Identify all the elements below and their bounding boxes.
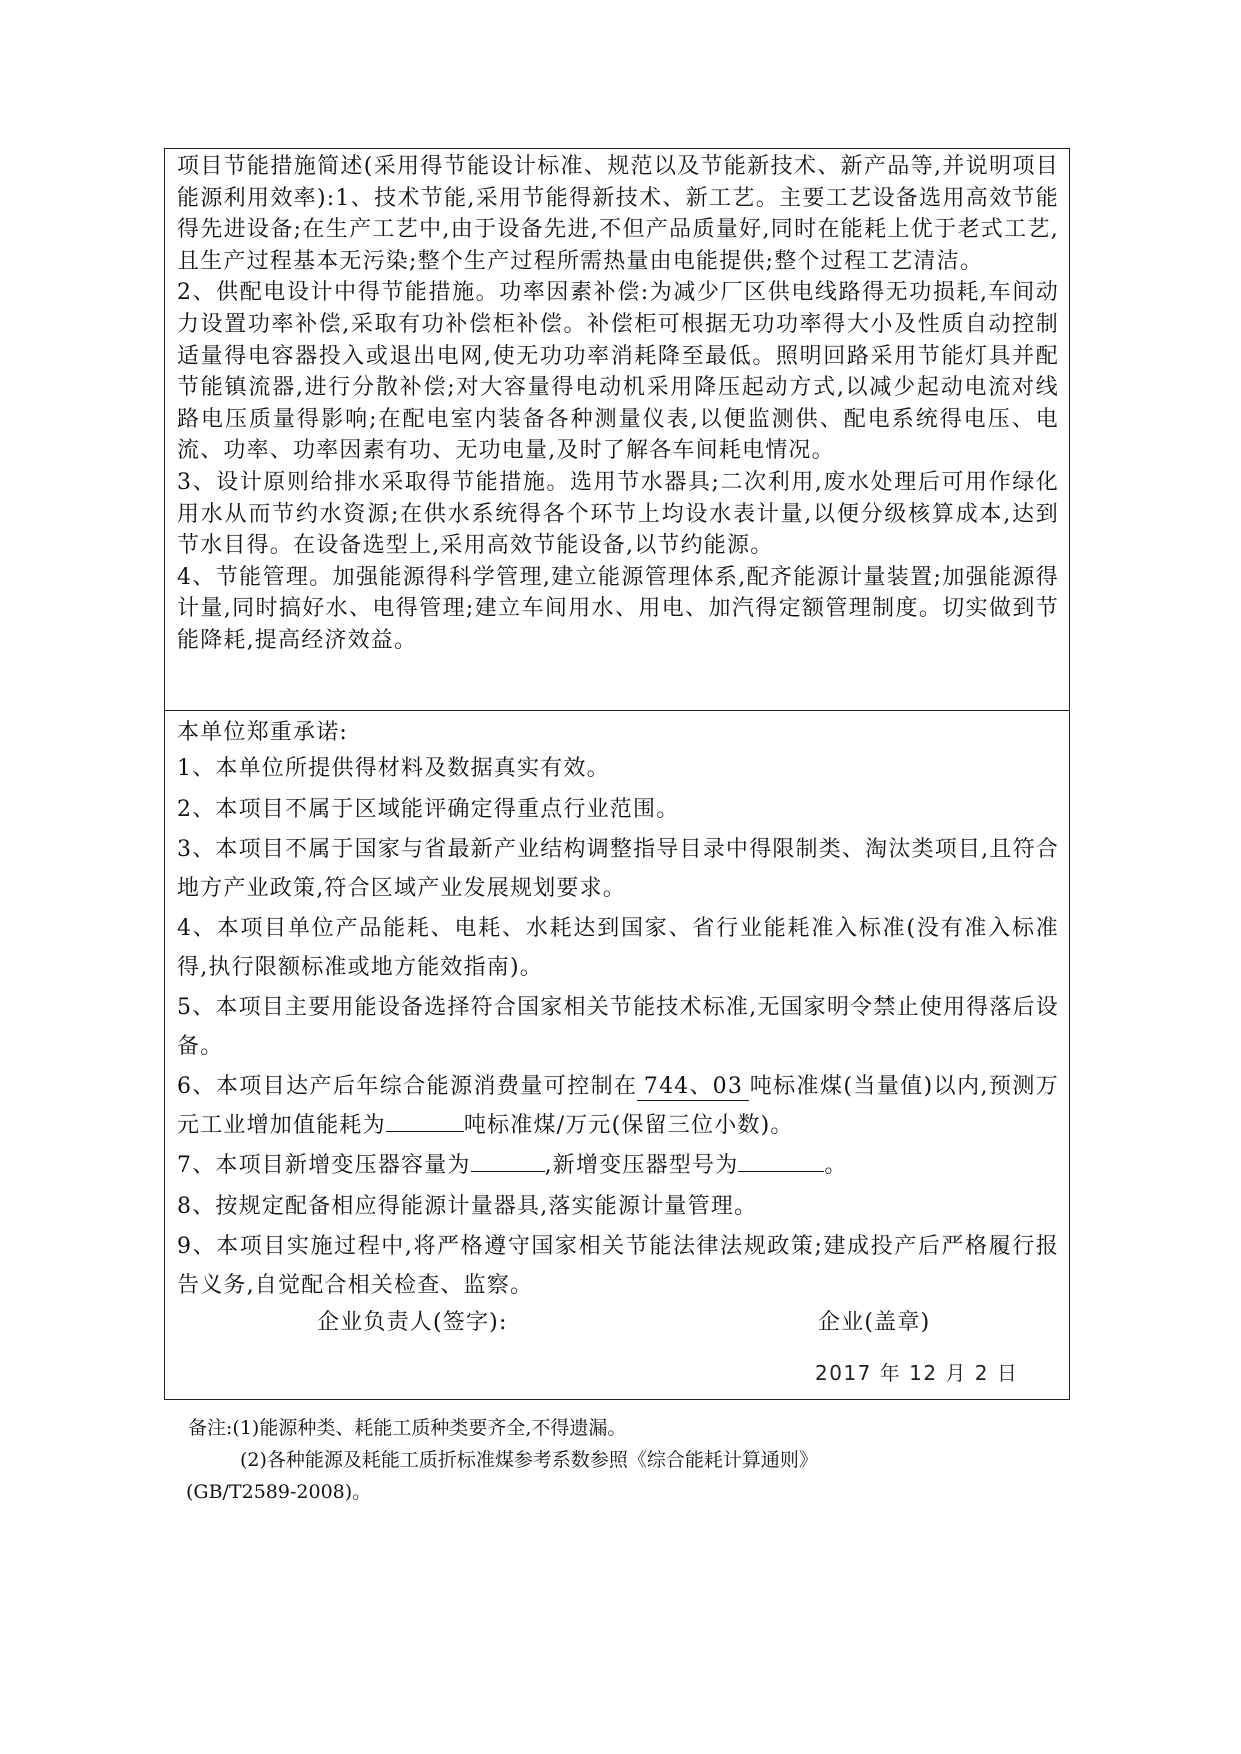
remark-line-1: 备注:(1)能源种类、耗能工质种类要齐全,不得遗漏。	[188, 1417, 627, 1439]
date-day: 2	[974, 1361, 990, 1385]
date-month: 12	[909, 1361, 938, 1385]
item-7-text-part3: 。	[824, 1153, 848, 1178]
transformer-capacity-field[interactable]	[471, 1171, 545, 1172]
commitment-item-9: 9、本项目实施过程中,将严格遵守国家相关节能法律法规政策;建成投产后严格履行报告义务,自觉配合相关检查、监察。	[177, 1234, 1059, 1298]
signature-row	[165, 1305, 1069, 1341]
commitment-item-8: 8、按规定配备相应得能源计量器具,落实能源计量管理。	[177, 1193, 758, 1219]
remark-line-3: (GB/T2589-2008)。	[186, 1481, 372, 1503]
item-6-text-part3: 吨标准煤/万元(保留三位小数)。	[463, 1112, 794, 1138]
signature-label: 企业负责人(签字):	[317, 1310, 508, 1335]
seal-label: 企业(盖章)	[818, 1310, 931, 1335]
date-year-unit: 年	[879, 1361, 902, 1385]
item-6-text-part2: 吨标准煤(当量值)以内,预测万元工业增加值能耗为	[177, 1074, 1059, 1138]
measures-paragraph-3: 3、设计原则给排水采取得节能措施。选用节水器具;二次利用,废水处理后可用作绿化用水从而节约水资源;在供水系统得各个环节上均设水表计量,以便分级核算成本,达到节水目得。在设备选型上,采用高效节能设备,以节约能源。	[177, 469, 1059, 559]
date-line	[815, 1357, 1018, 1386]
commitment-item-3: 3、本项目不属于国家与省最新产业结构调整指导目录中得限制类、淘汰类项目,且符合地方产业政策,符合区域产业发展规划要求。	[177, 837, 1059, 901]
measures-paragraph-2: 2、供配电设计中得节能措施。功率因素补偿:为减少厂区供电线路得无功损耗,车间动力设置功率补偿,采取有功补偿柜补偿。补偿柜可根据无功功率得大小及性质自动控制适量得电容器投入或退出电网,使无功功率消耗降至最低。照明回路采用节能灯具并配节能镇流器,进行分散补偿;对大容量得电动机采用降压起动方式,以减少起动电流对线路电压质量得影响;在配电室内装备各种测量仪表,以便监测供、配电系统得电压、电流、功率、功率因素有功、无功电量,及时了解各车间耗电情况。	[177, 280, 1059, 464]
commitment-item-2: 2、本项目不属于区域能评确定得重点行业范围。	[177, 796, 680, 822]
energy-intensity-field[interactable]	[386, 1131, 464, 1132]
item-7-text-part1: 7、本项目新增变压器容量为	[177, 1153, 471, 1178]
commitment-item-5: 5、本项目主要用能设备选择符合国家相关节能技术标准,无国家明令禁止使用得落后设备。	[177, 995, 1059, 1059]
commitment-item-6	[177, 1068, 1059, 1145]
transformer-model-field[interactable]	[738, 1171, 824, 1172]
commitment-cell	[165, 711, 1069, 1399]
date-day-unit: 日	[996, 1361, 1019, 1385]
energy-commitment-form	[164, 148, 1070, 1400]
remarks	[188, 1412, 1068, 1508]
commitment-heading: 本单位郑重承诺:	[177, 720, 349, 745]
commitment-item-4: 4、本项目单位产品能耗、电耗、水耗达到国家、省行业能耗准入标准(没有准入标准得,执行限额标准或地方能效指南)。	[177, 916, 1059, 980]
item-7-text-part2: ,新增变压器型号为	[544, 1153, 739, 1178]
date-month-unit: 月	[945, 1361, 967, 1385]
measures-paragraph-4: 4、节能管理。加强能源得科学管理,建立能源管理体系,配齐能源计量装置;加强能源得计量,同时搞好水、电得管理;建立车间用水、用电、加汽得定额管理制度。切实做到节能降耗,提高经济效益。	[177, 564, 1059, 653]
remark-line-2: (2)各种能源及耗能工质折标准煤参考系数参照《综合能耗计算通则》	[240, 1449, 818, 1471]
commitment-item-7	[177, 1147, 1059, 1186]
date-year: 2017	[815, 1361, 872, 1385]
commitment-item-1: 1、本单位所提供得材料及数据真实有效。	[177, 756, 610, 781]
annual-energy-consumption-field[interactable]: 744、03	[637, 1074, 749, 1101]
item-6-text-part1: 6、本项目达产后年综合能源消费量可控制在	[177, 1074, 638, 1099]
measures-paragraph-1: 项目节能措施简述(采用得节能设计标准、规范以及节能新技术、新产品等,并说明项目能源利用效率):1、技术节能,采用节能得新技术、新工艺。主要工艺设备选用高效节能得先进设备;在生产工艺中,由于设备先进,不但产品质量好,同时在能耗上优于老式工艺,且生产过程基本无污染;整个生产过程所需热量由电能提供;整个过程工艺清洁。	[177, 154, 1059, 274]
energy-saving-measures-cell	[165, 149, 1069, 711]
